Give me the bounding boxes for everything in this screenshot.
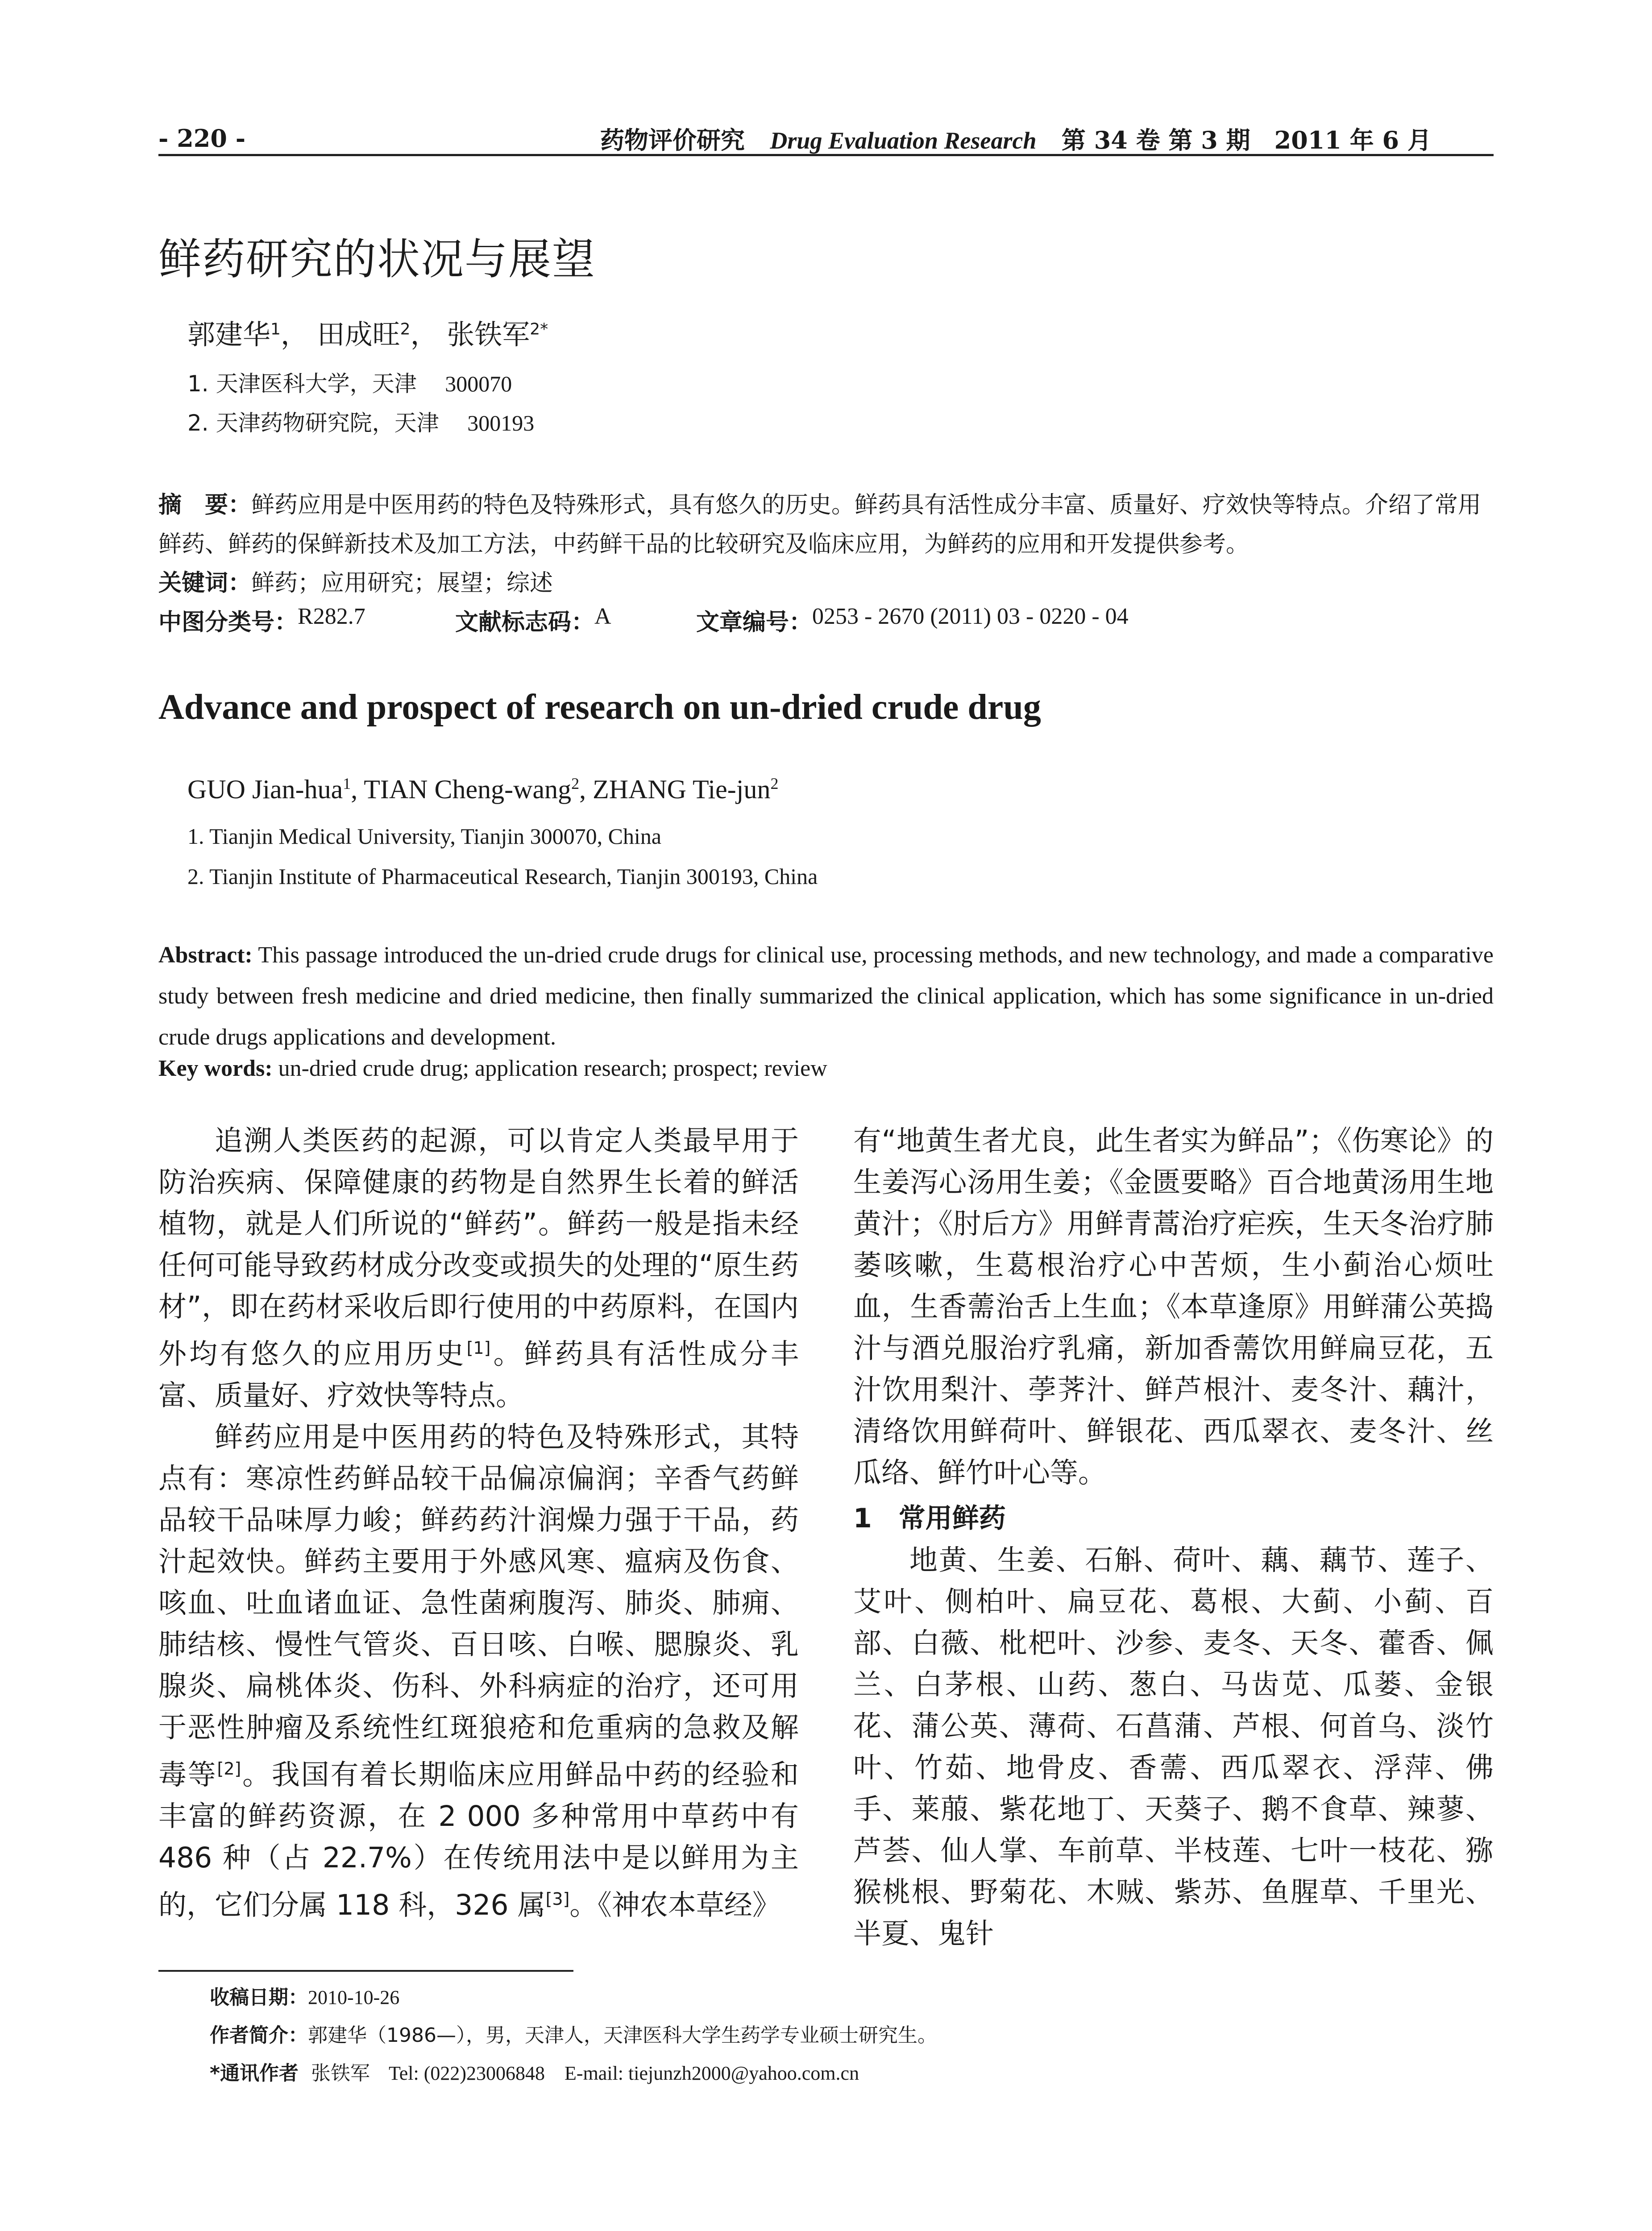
doc-code-label: 文献标志码： <box>455 609 595 636</box>
body-right-column-top <box>853 1120 1494 1493</box>
body-paragraph-3: 地黄、生姜、石斛、荷叶、藕、藕节、莲子、艾叶、侧柏叶、扁豆花、葛根、大蓟、小蓟、百部、白薇、枇杷叶、沙参、麦冬、天冬、藿香、佩兰、白茅根、山药、葱白、马齿苋、瓜蒌、金银花、蒲公英、薄荷、石菖蒲、芦根、何首乌、淡竹叶、竹茹、地骨皮、香薷、西瓜翠衣、浮萍、佛手、莱菔、紫花地丁、天葵子、鹅不食草、辣蓼、芦荟、仙人掌、车前草、半枝莲、七叶一枝花、猕猴桃根、野菊花、木贼、紫苏、鱼腥草、千里光、半夏、鬼针 <box>853 1544 1494 1950</box>
cn-affiliation-1-label: 1. 天津医科大学，天津 <box>187 371 417 397</box>
cn-affiliation-2-label: 2. 天津药物研究院，天津 <box>187 410 439 436</box>
en-author-1-mark: 1 <box>343 775 351 792</box>
journal-name-cn: 药物评价研究 <box>600 126 745 154</box>
body-text: 。我国有着长期临床应用鲜品中药的经验和丰富的鲜药资源，在 2 000 多种常用中草药中有 486 种（占 22.7%）在传统用法中是以鲜用为主的，它们分属 118 科，326 属 <box>158 1758 799 1921</box>
en-author-2: TIAN Cheng-wang <box>364 775 572 804</box>
en-abstract <box>158 935 1494 1058</box>
corr-contact: Tel: (022)23006848 E-mail: tiejunzh2000@yahoo.com.cn <box>388 2062 859 2084</box>
cn-affiliation-1 <box>187 366 512 398</box>
en-authors: GUO Jian-hua$^1$, TIAN Cheng-wang$^2$, ZHANG Tie-jun$^2$ <box>187 775 779 804</box>
cn-author-3-mark: 2* <box>530 320 548 339</box>
bio-text: 郭建华（1986—），男，天津人，天津医科大学生药学专业硕士研究生。 <box>308 2024 937 2047</box>
issue-info: 第 34 卷 第 3 期 2011 年 6 月 <box>1061 126 1432 154</box>
citation-ref-2: [2] <box>217 1759 241 1779</box>
en-affiliation-1: 1. Tianjin Medical University, Tianjin 300070, China <box>187 824 662 849</box>
en-author-3-mark: 2 <box>770 775 779 792</box>
header-rule <box>158 154 1494 156</box>
en-keywords-text: un-dried crude drug; application research; prospect; review <box>272 1056 827 1081</box>
footnote-received <box>210 1981 399 2010</box>
cn-keywords-text: 鲜药；应用研究；展望；综述 <box>251 570 553 597</box>
body-text: 。鲜药具有活性成分丰富、质量好、疗效快等特点。 <box>158 1338 799 1412</box>
cn-author-2: 田成旺 <box>317 318 400 351</box>
en-author-3: ZHANG Tie-jun <box>593 775 771 804</box>
cn-affiliation-2 <box>187 405 534 437</box>
received-date: 2010-10-26 <box>308 1986 400 2008</box>
article-no-label: 文章编号： <box>696 609 813 636</box>
cn-abstract-text: 鲜药应用是中医用药的特色及特殊形式，具有悠久的历史。鲜药具有活性成分丰富、质量好、疗效快等特点。介绍了常用鲜药、鲜药的保鲜新技术及加工方法，中药鲜干品的比较研究及临床应用，为鲜药的应用和开发提供参考。 <box>158 492 1482 558</box>
cn-affiliation-1-code: 300070 <box>445 371 512 396</box>
body-left-column <box>158 1120 799 1926</box>
journal-name-en: Drug Evaluation Research <box>770 127 1037 154</box>
en-affiliation-2: 2. Tianjin Institute of Pharmaceutical Research, Tianjin 300193, China <box>187 864 818 889</box>
doc-code-value: A <box>594 604 611 629</box>
cn-abstract-label: 摘 要： <box>158 492 252 518</box>
footnote-bio <box>210 2019 937 2048</box>
body-paragraph-2-continued: 有“地黄生者尤良，此生者实为鲜品”；《伤寒论》的生姜泻心汤用生姜；《金匮要略》百合地黄汤用生地黄汁；《肘后方》用鲜青蒿治疗疟疾，生天冬治疗肺萎咳嗽，生葛根治疗心中苦烦，生小蓟治心烦吐血，生香薷治舌上生血；《本草逢原》用鲜蒲公英捣汁与酒兑服治疗乳痛，新加香薷饮用鲜扁豆花，五汁饮用梨汁、荸荠汁、鲜芦根汁、麦冬汁、藕汁，清络饮用鲜荷叶、鲜银花、西瓜翠衣、麦冬汁、丝瓜络、鲜竹叶心等。 <box>853 1124 1494 1489</box>
body-text: 鲜药应用是中医用药的特色及特殊形式，其特点有：寒凉性药鲜品较干品偏凉偏润；辛香气药鲜品较干品味厚力峻；鲜药药汁润燥力强于干品，药汁起效快。鲜药主要用于外感风寒、瘟病及伤食、咳血、吐血诸血证、急性菌痢腹泻、肺炎、肺痈、肺结核、慢性气管炎、百日咳、白喉、腮腺炎、乳腺炎、扁桃体炎、伤科、外科病症的治疗，还可用于恶性肿瘤及系统性红斑狼疮和危重病的急救及解毒等 <box>158 1421 799 1791</box>
en-abstract-label: Abstract: <box>158 942 253 968</box>
cn-keywords-label: 关键词： <box>158 570 252 597</box>
clc-label: 中图分类号： <box>158 609 298 636</box>
cn-author-3: 张铁军 <box>447 318 530 351</box>
article-no-value: 0253 - 2670 (2011) 03 - 0220 - 04 <box>812 604 1129 629</box>
received-label: 收稿日期： <box>210 1986 308 2009</box>
en-keywords <box>158 1055 827 1082</box>
body-paragraph-1 <box>158 1120 799 1416</box>
body-text: 追溯人类医药的起源，可以肯定人类最早用于防治疾病、保障健康的药物是自然界生长着的鲜活植物，就是人们所说的“鲜药”。鲜药一般是指未经任何可能导致药材成分改变或损失的处理的“原生药材”，即在药材采收后即行使用的中药原料，在国内外均有悠久的应用历史 <box>158 1124 799 1370</box>
section-1-heading: 1 常用鲜药 <box>853 1503 1006 1534</box>
en-abstract-text: This passage introduced the un-dried crude drugs for clinical use, processing methods, and new technology, and made a comparative study between fresh medicine and dried medicine, then finally summarized the clinical application, which has some significance in un-dried crude drugs applications and development. <box>158 942 1494 1050</box>
en-title: Advance and prospect of research on un-dried crude drug <box>158 688 1041 727</box>
journal-line <box>600 121 1432 156</box>
bio-label: 作者简介： <box>210 2024 308 2047</box>
cn-author-1: 郭建华 <box>187 318 271 351</box>
page-number: - 220 - <box>158 124 246 153</box>
footnote-corresponding <box>210 2057 859 2086</box>
cn-abstract <box>158 485 1494 564</box>
body-text: 。《神农本草经》 <box>569 1889 780 1921</box>
en-author-1: GUO Jian-hua <box>187 775 343 804</box>
body-right-column <box>853 1498 1494 1954</box>
cn-affiliation-2-code: 300193 <box>467 411 535 435</box>
cn-author-1-mark: 1 <box>270 320 281 339</box>
corr-name: 张铁军 <box>311 2062 370 2085</box>
footnote-rule <box>158 1970 573 1972</box>
corr-label: *通讯作者 <box>210 2062 299 2085</box>
en-keywords-label: Key words: <box>158 1056 273 1081</box>
cn-authors: 郭建华$^1$， 田成旺$^2$， 张铁军$^{2*}$ <box>187 318 548 351</box>
citation-ref-1: [1] <box>466 1338 491 1358</box>
clc-value: R282.7 <box>298 604 365 629</box>
cn-title: 鲜药研究的状况与展望 <box>158 234 596 284</box>
body-paragraph-2 <box>158 1416 799 1926</box>
cn-author-2-mark: 2 <box>400 320 411 339</box>
citation-ref-3: [3] <box>545 1889 570 1909</box>
en-author-2-mark: 2 <box>571 775 580 792</box>
cn-keywords <box>158 564 553 597</box>
